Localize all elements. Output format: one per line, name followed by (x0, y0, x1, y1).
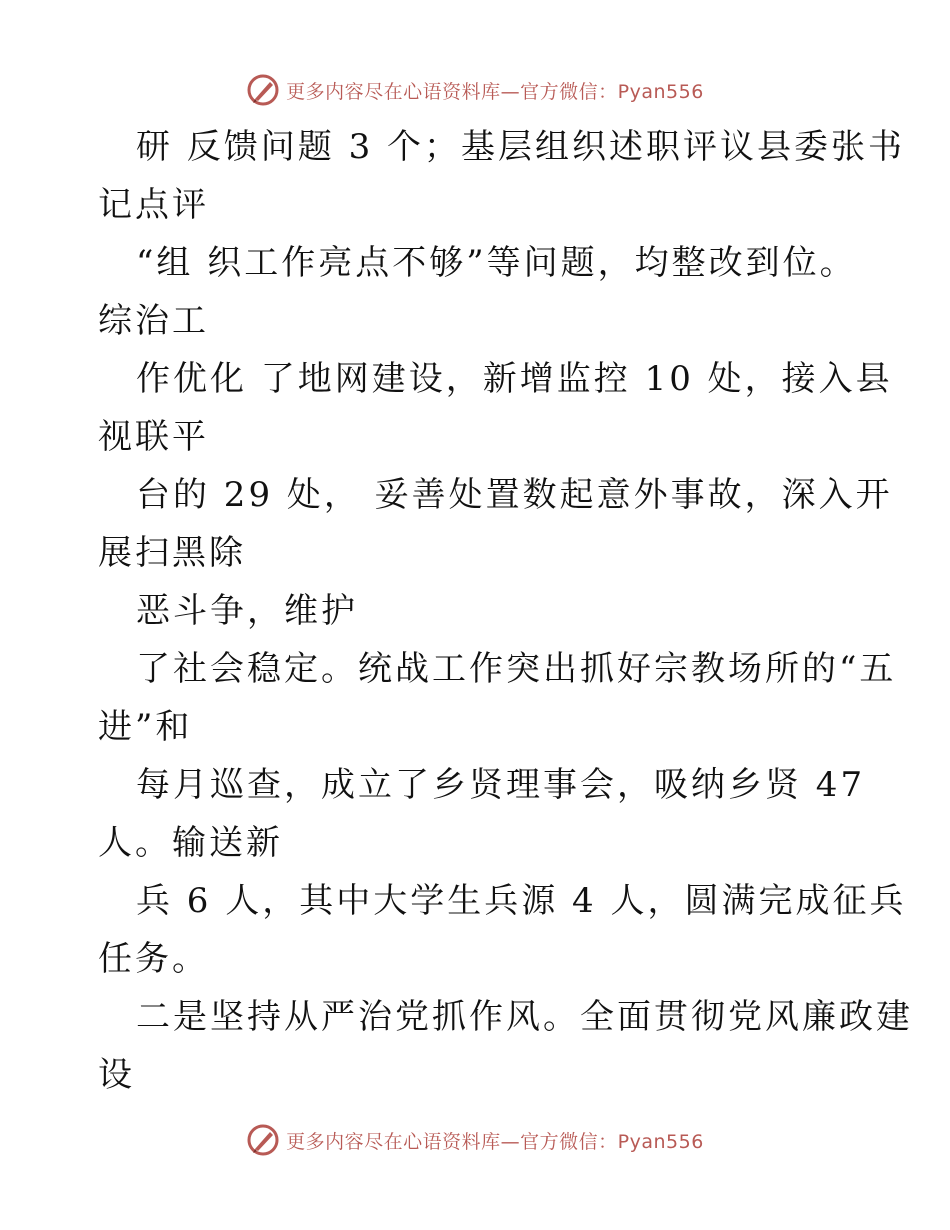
paragraph-line: 台的 29 处， 妥善处置数起意外事故，深入开 (136, 475, 893, 515)
paragraph-9 (98, 988, 913, 1104)
header-banner (0, 68, 950, 112)
paragraph-continuation: 设 (98, 1055, 135, 1095)
paragraph-4 (98, 466, 893, 582)
paragraph-continuation: 视联平 (98, 417, 209, 457)
paragraph-8 (98, 872, 907, 988)
paragraph-line: 二是坚持从严治党抓作风。全面贯彻党风廉政建 (136, 997, 913, 1037)
paragraph-continuation: 进”和 (98, 707, 193, 747)
paragraph-line: 研 反馈问题 3 个；基层组织述职评议县委张书 (136, 127, 906, 167)
paragraph-line: 了社会稳定。统战工作突出抓好宗教场所的“五 (136, 649, 897, 689)
paragraph-line: 每月巡查，成立了乡贤理事会，吸纳乡贤 47 (136, 765, 866, 805)
footer-banner-text: 更多内容尽在心语资料库—官方微信：Pyan556 (286, 1130, 704, 1153)
paragraph-continuation: 综治工 (98, 301, 209, 341)
paragraph-line: 兵 6 人，其中大学生兵源 4 人，圆满完成征兵 (136, 881, 907, 921)
paragraph-7 (98, 756, 878, 872)
paragraph-3 (98, 350, 893, 466)
paragraph-continuation: 记点评 (98, 185, 209, 225)
document-body (98, 118, 913, 1104)
paragraph-continuation: 展扫黑除 (98, 533, 246, 573)
header-banner-text: 更多内容尽在心语资料库—官方微信：Pyan556 (286, 80, 704, 103)
quill-pen-circle-icon (246, 1123, 280, 1157)
paragraph-continuation: 人。输送新 (98, 823, 283, 863)
paragraph-line: 恶斗争，维护 (136, 591, 358, 631)
quill-pen-circle-icon (246, 73, 280, 107)
paragraph-line: “组 织工作亮点不够”等问题，均整改到位。 (136, 243, 857, 283)
paragraph-1 (98, 118, 906, 234)
paragraph-2 (98, 234, 878, 350)
paragraph-continuation: 任务。 (98, 939, 209, 979)
paragraph-6 (98, 640, 897, 756)
footer-banner (0, 1118, 950, 1162)
paragraph-line: 作优化 了地网建设，新增监控 10 处，接入县 (136, 359, 893, 399)
paragraph-5 (98, 582, 878, 640)
